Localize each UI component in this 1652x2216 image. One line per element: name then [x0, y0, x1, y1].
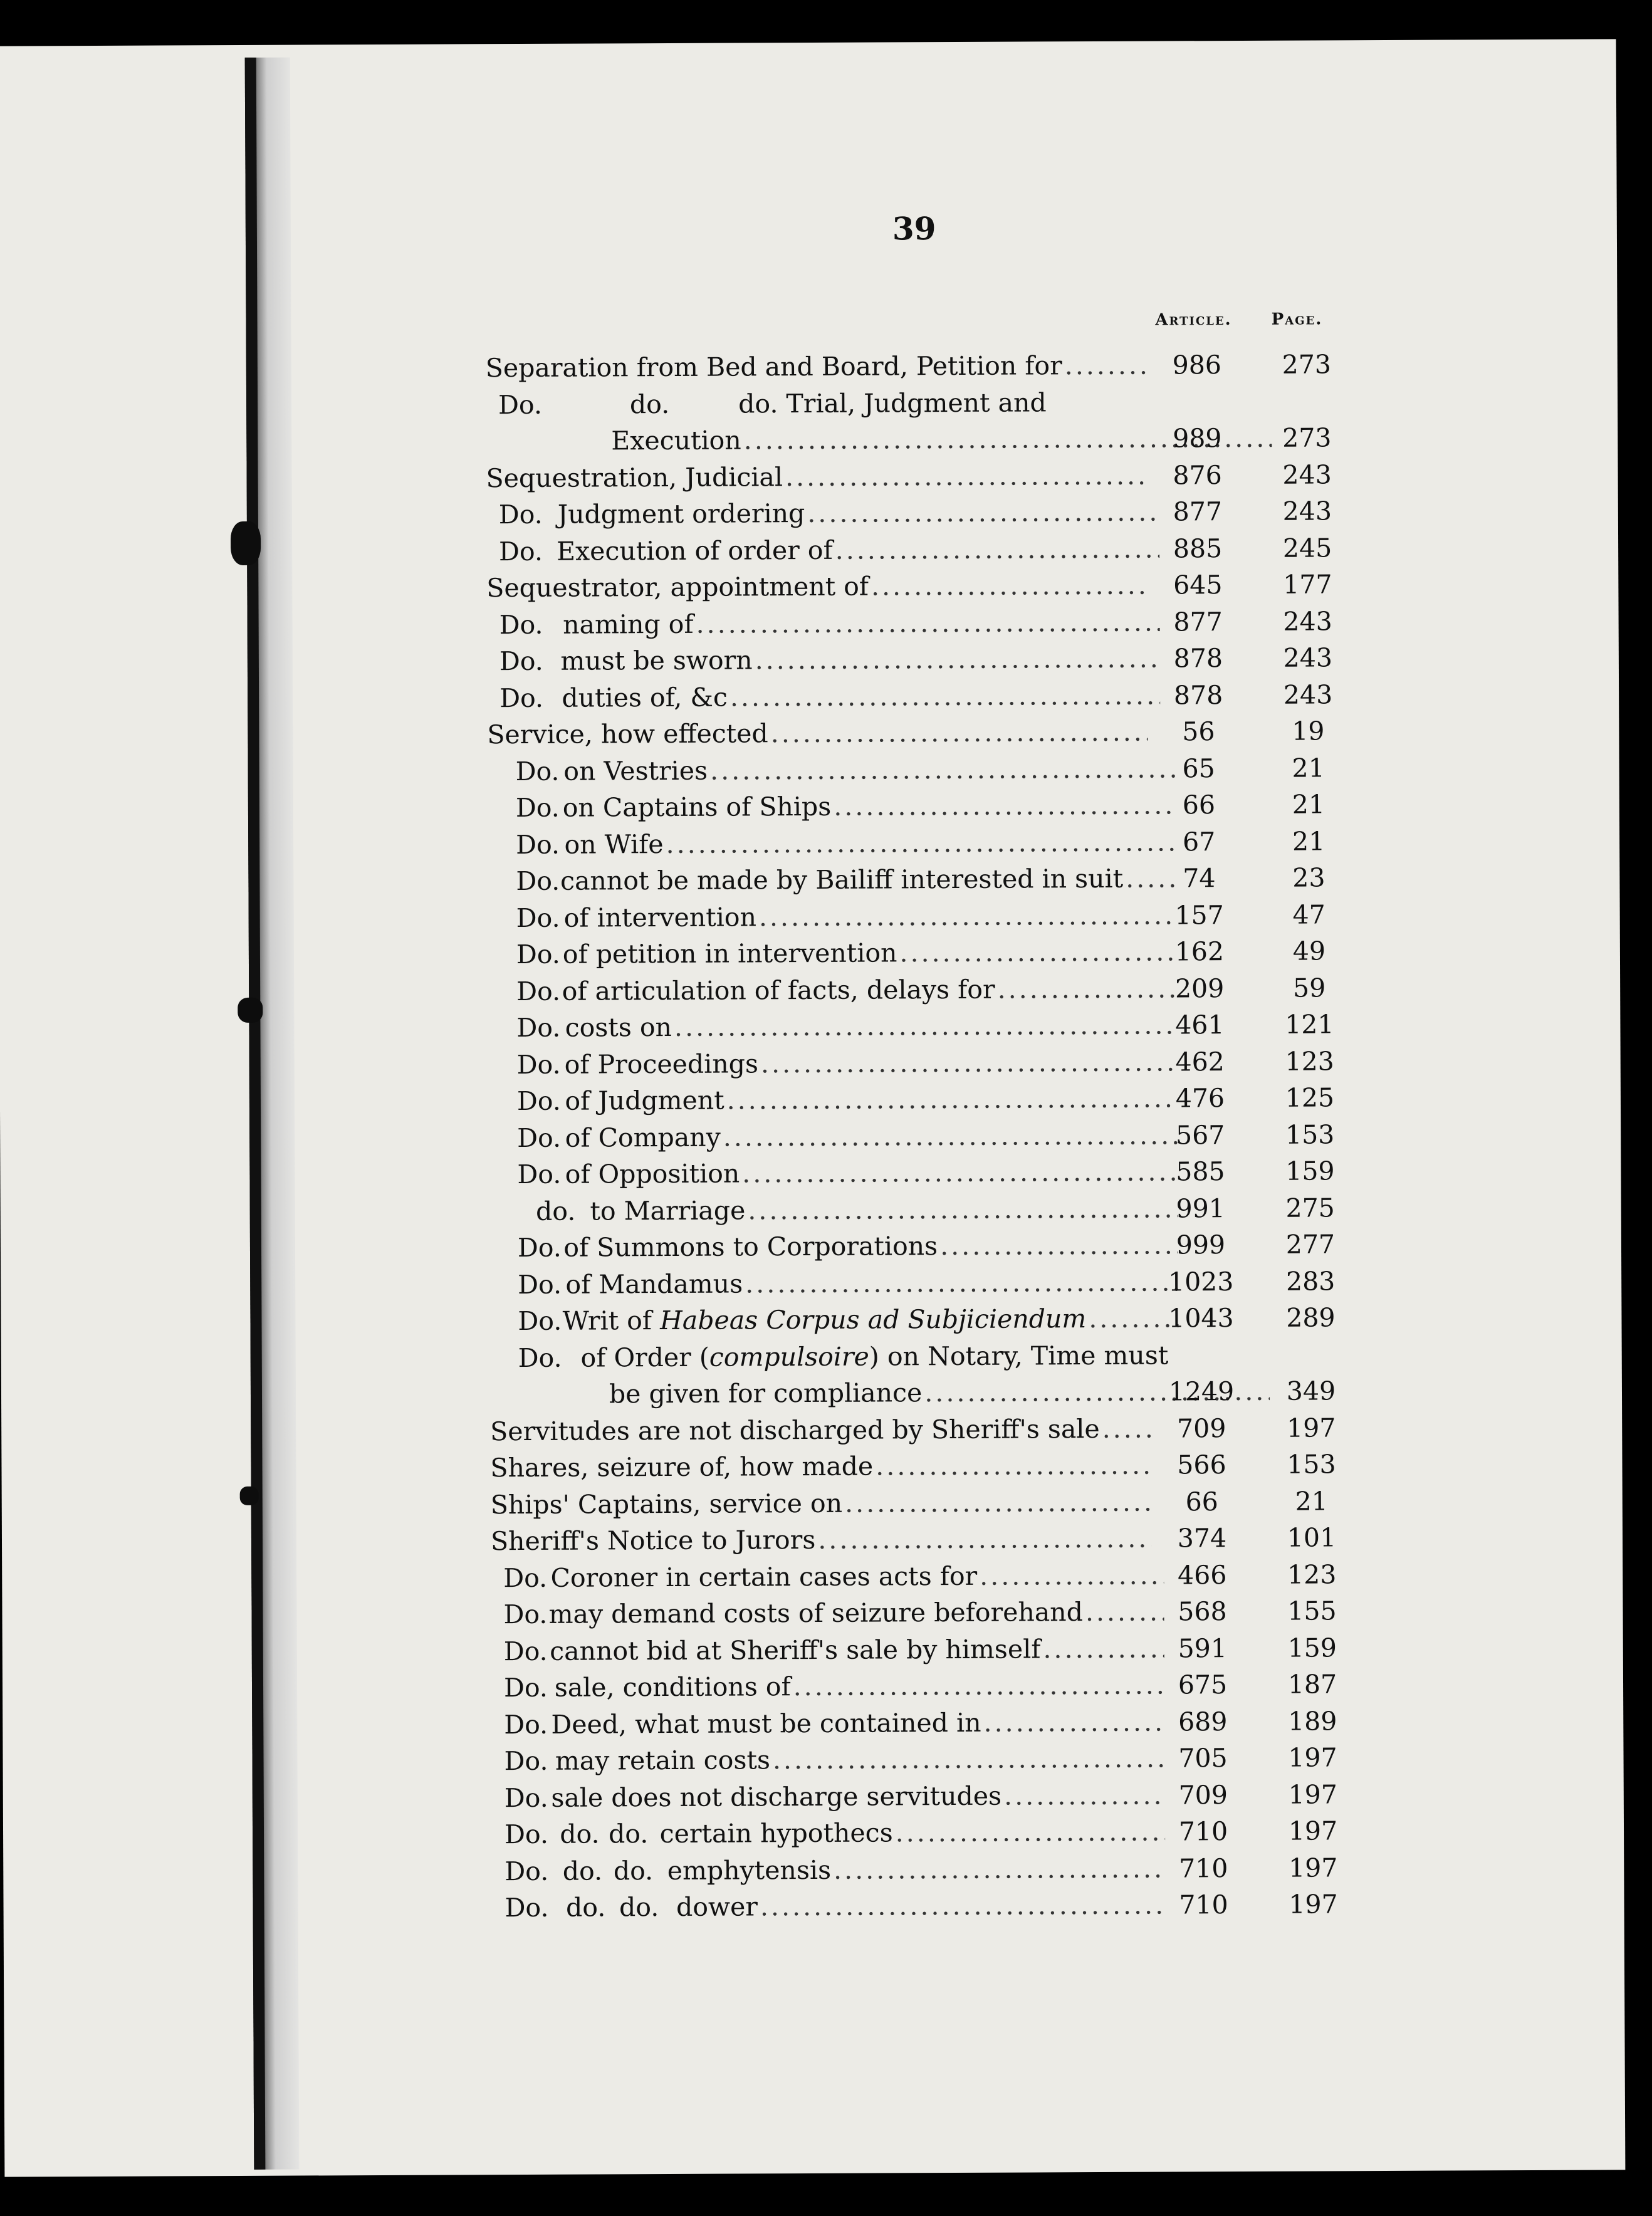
- dot-leader: [761, 1043, 1178, 1082]
- index-row: [488, 896, 1347, 936]
- page-reference: 177: [1283, 569, 1332, 600]
- page-sheet: [0, 39, 1625, 2177]
- index-entry: [491, 1557, 1168, 1596]
- entry-heading: Do.: [504, 1892, 549, 1923]
- index-row: [486, 346, 1344, 386]
- page-reference: 121: [1285, 1009, 1334, 1040]
- entry-subheading: do.: [608, 1819, 649, 1849]
- dot-leader: [793, 1667, 1165, 1705]
- entry-subheading: Execution of order of: [557, 535, 833, 567]
- article-number: 878: [1173, 643, 1223, 674]
- entry-subheading: of Opposition: [565, 1158, 740, 1189]
- entry-heading: Do.: [517, 1159, 562, 1190]
- article-number: 710: [1179, 1853, 1228, 1883]
- entry-heading: Do.: [515, 792, 560, 823]
- dot-leader: [835, 530, 1160, 568]
- index-entry: [489, 1263, 1182, 1303]
- article-number: 986: [1172, 350, 1222, 380]
- article-number: 476: [1175, 1083, 1225, 1114]
- article-number: 591: [1178, 1633, 1227, 1663]
- entry-subheading: must be sworn: [560, 645, 753, 676]
- index-entry: [486, 567, 1151, 607]
- index-entry: [489, 1226, 1182, 1266]
- dot-leader: [1065, 347, 1146, 384]
- dot-leader: [876, 1447, 1151, 1485]
- index-entry: [490, 1447, 1154, 1487]
- entry-heading: Do.: [518, 1305, 562, 1337]
- index-row: [491, 1483, 1349, 1523]
- article-number: 710: [1178, 1816, 1228, 1847]
- dot-leader: [896, 1814, 1166, 1851]
- entry-heading: Execution: [611, 425, 741, 456]
- article-number: 877: [1173, 496, 1223, 527]
- entry-subheading: do.: [566, 1892, 606, 1923]
- index-row: [492, 1776, 1351, 1816]
- entry-heading: Do.: [504, 1745, 548, 1777]
- article-number: 66: [1182, 790, 1216, 820]
- index-row: [491, 1629, 1350, 1670]
- article-number: 709: [1176, 1413, 1226, 1443]
- index-entry: [492, 1887, 1169, 1926]
- article-number: 157: [1174, 899, 1224, 930]
- index-row: [489, 1116, 1347, 1156]
- index-entry: [489, 1300, 1182, 1339]
- index-row: [489, 1079, 1347, 1119]
- index-row: [489, 1263, 1348, 1303]
- page-reference: 153: [1287, 1449, 1336, 1480]
- entry-subheading: emphytensis: [667, 1854, 832, 1886]
- index-entry: [492, 1777, 1169, 1816]
- entry-subheading: do.: [613, 1855, 654, 1886]
- index-entry: [489, 1190, 1182, 1230]
- entry-subheading: certain hypothecs: [659, 1817, 893, 1849]
- entry-subheading: of Company: [565, 1122, 721, 1153]
- entry-subheading: dower: [676, 1891, 758, 1922]
- index-entry: [491, 1703, 1168, 1743]
- page-reference: 123: [1287, 1559, 1337, 1590]
- dot-leader: [755, 640, 1160, 679]
- page-reference: 243: [1282, 459, 1332, 490]
- dot-leader: [759, 897, 1177, 935]
- page-reference: 153: [1285, 1119, 1335, 1150]
- article-number: 568: [1178, 1596, 1227, 1627]
- entry-heading: Do.: [515, 756, 560, 787]
- index-row: [492, 1849, 1351, 1889]
- entry-heading: Do.: [516, 902, 560, 933]
- index-row: [486, 456, 1344, 496]
- index-row: [488, 786, 1346, 826]
- article-number: 1023: [1168, 1266, 1234, 1297]
- page-reference: 21: [1295, 1485, 1328, 1517]
- entry-heading: Separation from Bed and Board, Petition for: [485, 350, 1062, 384]
- page-reference: 23: [1292, 862, 1325, 893]
- index-entry: [489, 1117, 1181, 1156]
- index-row: [486, 419, 1344, 459]
- dot-leader: [1102, 1410, 1151, 1447]
- index-entry: [491, 1594, 1168, 1633]
- index-entry: [491, 1483, 1155, 1523]
- article-number: 710: [1179, 1889, 1228, 1920]
- index-entry: [490, 1373, 1273, 1413]
- entry-heading: Service, how effected: [487, 718, 768, 750]
- article-number: 999: [1176, 1230, 1226, 1260]
- index-entry: [488, 1006, 1181, 1046]
- index-entry: [488, 860, 1180, 899]
- dot-leader: [745, 1263, 1178, 1302]
- index-entry: [489, 1080, 1181, 1119]
- entry-heading: Do.: [503, 1562, 548, 1593]
- entry-heading: Do.: [517, 1122, 562, 1153]
- page-reference: 245: [1282, 532, 1332, 563]
- index-row: [488, 859, 1346, 899]
- index-table: [486, 346, 1351, 1926]
- page-reference: 19: [1292, 716, 1325, 746]
- entry-subheading: do.: [619, 1892, 659, 1923]
- entry-subheading: do.: [562, 1855, 603, 1886]
- page-reference: 125: [1285, 1082, 1335, 1113]
- index-entry: [487, 677, 1164, 716]
- article-number: 209: [1174, 973, 1225, 1003]
- entry-subheading: may retain costs: [555, 1745, 771, 1776]
- entry-subheading: of intervention: [563, 901, 757, 933]
- dot-leader: [773, 1740, 1165, 1779]
- entry-heading: Do.: [516, 1012, 561, 1043]
- index-row: [490, 1446, 1349, 1486]
- page-reference: 243: [1283, 605, 1332, 637]
- article-number: 466: [1178, 1559, 1227, 1590]
- page-reference: 283: [1285, 1265, 1336, 1297]
- page-reference: 197: [1288, 1742, 1337, 1773]
- index-entry: [486, 384, 1163, 423]
- index-entry: [490, 1337, 1183, 1376]
- index-entry: [486, 347, 1150, 387]
- entry-heading: Do.: [498, 499, 543, 530]
- article-number: 645: [1173, 570, 1223, 600]
- article-number: 566: [1177, 1450, 1226, 1480]
- article-number: 885: [1173, 533, 1223, 563]
- dot-leader: [748, 1190, 1178, 1228]
- index-entry: [486, 494, 1163, 533]
- article-number: 74: [1183, 863, 1216, 894]
- index-row: [491, 1703, 1350, 1743]
- article-number: 1043: [1168, 1303, 1234, 1334]
- page-reference: 197: [1289, 1852, 1338, 1883]
- article-number: 878: [1173, 679, 1223, 710]
- page-reference: 243: [1282, 496, 1332, 526]
- dot-leader: [730, 677, 1160, 715]
- index-entry: [487, 604, 1164, 643]
- article-number: 162: [1174, 936, 1225, 967]
- entry-heading: Do.: [516, 976, 561, 1006]
- index-row: [489, 1189, 1348, 1230]
- article-number: 876: [1173, 459, 1222, 490]
- index-entry: [486, 457, 1150, 496]
- index-row: [490, 1372, 1349, 1413]
- entry-subheading: Deed, what must be contained in: [551, 1707, 981, 1740]
- entry-subheading: naming of: [563, 609, 694, 640]
- article-number: 989: [1173, 423, 1222, 454]
- entry-heading: Do.: [504, 1709, 548, 1740]
- entry-heading: Do.: [504, 1856, 549, 1886]
- article-number: 461: [1175, 1010, 1225, 1040]
- index-entry: [491, 1630, 1168, 1670]
- entry-heading: be given for compliance: [609, 1377, 923, 1409]
- index-row: [486, 493, 1345, 533]
- entry-heading: Do.: [517, 1232, 562, 1263]
- entry-subheading: sale, conditions of: [554, 1671, 791, 1703]
- entry-subheading: costs on: [565, 1011, 672, 1043]
- entry-subheading: of Judgment: [565, 1085, 724, 1116]
- index-row: [487, 639, 1346, 679]
- entry-subheading: cannot be made by Bailiff interested in suit: [560, 863, 1124, 896]
- entry-subheading: duties of, &c: [562, 682, 728, 713]
- dot-leader: [1004, 1777, 1165, 1814]
- entry-subheading: cannot bid at Sheriff's sale by himself: [550, 1633, 1041, 1666]
- index-row: [491, 1739, 1350, 1779]
- index-row: [491, 1519, 1349, 1559]
- dot-leader: [723, 1117, 1178, 1156]
- index-row: [488, 750, 1346, 790]
- entry-heading: Do.: [516, 1085, 561, 1117]
- page-reference: 197: [1289, 1889, 1338, 1920]
- index-entry: [488, 933, 1181, 973]
- index-row: [490, 1409, 1349, 1450]
- dot-leader: [983, 1703, 1164, 1741]
- index-row: [491, 1556, 1349, 1596]
- page-number: 39: [892, 210, 936, 248]
- index-entry: [491, 1520, 1155, 1560]
- dot-leader: [998, 970, 1178, 1008]
- index-entry: [486, 530, 1163, 570]
- entry-subheading: do. Trial, Judgment and: [738, 387, 1047, 419]
- entry-subheading: may demand costs of seizure beforehand: [548, 1597, 1084, 1629]
- index-entry: [488, 750, 1180, 790]
- dot-leader: [1043, 1630, 1164, 1667]
- article-number: 709: [1178, 1779, 1228, 1810]
- index-entry: [489, 1043, 1181, 1083]
- entry-subheading: on Captains of Ships: [562, 791, 832, 823]
- index-entry: [488, 823, 1180, 863]
- dot-leader: [834, 787, 1176, 825]
- index-entry: [491, 1740, 1168, 1780]
- entry-heading: Do.: [516, 865, 560, 897]
- entry-heading: Do.: [516, 939, 560, 970]
- page-reference: 21: [1292, 752, 1325, 783]
- dot-leader: [1085, 1594, 1164, 1631]
- entry-heading: Do.: [499, 536, 543, 567]
- dot-leader: [771, 714, 1148, 752]
- index-entry: [489, 1153, 1181, 1193]
- column-gap: [542, 413, 630, 414]
- entry-subheading: on Wife: [564, 828, 664, 860]
- entry-subheading: on Vestries: [563, 755, 708, 787]
- page-reference: 49: [1292, 936, 1326, 966]
- index-entry: [487, 640, 1164, 680]
- dot-leader: [710, 750, 1176, 789]
- article-number: 991: [1176, 1193, 1225, 1223]
- dot-leader: [980, 1557, 1164, 1594]
- index-row: [489, 1152, 1347, 1193]
- page-reference: 197: [1286, 1412, 1336, 1443]
- dot-leader: [742, 1153, 1178, 1192]
- entry-heading: Do.: [499, 609, 543, 640]
- entry-heading: Do.: [516, 1049, 561, 1080]
- page-reference: 277: [1285, 1229, 1336, 1260]
- index-row: [491, 1666, 1350, 1706]
- article-number: 462: [1175, 1046, 1225, 1077]
- article-number: 567: [1175, 1119, 1225, 1150]
- entry-subheading: Writ of Habeas Corpus ad Subjiciendum: [562, 1304, 1087, 1336]
- entry-heading: Do.: [504, 1782, 548, 1813]
- index-row: [487, 603, 1346, 643]
- entry-subheading: of Summons to Corporations: [563, 1231, 938, 1263]
- entry-heading: Sheriff's Notice to Jurors: [490, 1524, 816, 1557]
- page-reference: 275: [1285, 1192, 1335, 1223]
- dot-leader: [807, 494, 1159, 532]
- dot-leader: [834, 1850, 1165, 1888]
- index-row: [489, 1043, 1347, 1083]
- page-reference: 159: [1287, 1632, 1337, 1663]
- dot-leader: [785, 457, 1147, 495]
- page-reference: 101: [1287, 1522, 1337, 1553]
- page-reference: 47: [1292, 899, 1325, 930]
- entry-heading: Do.: [503, 1636, 548, 1666]
- dot-leader: [899, 933, 1177, 971]
- index-entry: [487, 714, 1151, 753]
- binding-blot: [238, 998, 263, 1023]
- index-row: [489, 1226, 1348, 1266]
- article-number: 56: [1182, 716, 1215, 747]
- index-row: [491, 1592, 1349, 1633]
- index-row: [486, 383, 1344, 423]
- entry-subheading: sale does not discharge servitudes: [551, 1780, 1002, 1813]
- page-reference: 243: [1283, 642, 1333, 673]
- entry-subheading: of Order (compulsoire) on Notary, Time must: [580, 1340, 1169, 1373]
- binding-blot: [231, 521, 261, 565]
- article-number: 67: [1182, 826, 1216, 857]
- page-reference: 155: [1287, 1596, 1337, 1626]
- dot-leader: [871, 567, 1148, 605]
- entry-subheading: do.: [560, 1819, 600, 1849]
- entry-subheading: do.: [629, 389, 670, 419]
- entry-heading: Do.: [503, 1599, 548, 1630]
- page-reference: 273: [1282, 349, 1332, 380]
- page-reference: 197: [1288, 1816, 1338, 1846]
- page-reference: 59: [1292, 972, 1326, 1003]
- dot-leader: [940, 1226, 1178, 1264]
- dot-leader: [696, 604, 1159, 642]
- index-row: [486, 530, 1345, 570]
- entry-heading: Servitudes are not discharged by Sheriff's sale: [490, 1413, 1100, 1446]
- article-number: 877: [1173, 606, 1223, 637]
- index-row: [487, 713, 1346, 753]
- page-reference: 123: [1285, 1045, 1334, 1077]
- dot-leader: [845, 1483, 1151, 1522]
- entry-heading: Do.: [498, 389, 543, 420]
- index-entry: [492, 1814, 1169, 1853]
- entry-heading: Do.: [503, 1672, 548, 1703]
- article-number: 689: [1178, 1706, 1228, 1737]
- index-row: [488, 823, 1346, 863]
- index-row: [489, 1299, 1348, 1339]
- page-reference: 159: [1285, 1156, 1335, 1186]
- entry-heading: Shares, seizure of, how made: [490, 1451, 874, 1483]
- page-reference: 187: [1287, 1669, 1337, 1700]
- page-reference: 189: [1288, 1705, 1337, 1737]
- index-row: [492, 1886, 1351, 1926]
- entry-heading: Do.: [499, 682, 544, 713]
- dot-leader: [674, 1006, 1178, 1045]
- index-row: [488, 970, 1347, 1010]
- page-reference: 197: [1288, 1779, 1338, 1810]
- index-row: [487, 676, 1346, 716]
- entry-heading: Do.: [504, 1819, 549, 1850]
- entry-subheading: Judgment ordering: [557, 498, 805, 530]
- entry-subheading: Coroner in certain cases acts for: [550, 1560, 978, 1593]
- entry-heading: Ships' Captains, service on: [490, 1488, 843, 1520]
- article-number: 1249: [1168, 1376, 1235, 1407]
- index-entry: [491, 1667, 1168, 1706]
- entry-subheading: do.: [535, 1196, 576, 1226]
- entry-subheading: of articulation of facts, delays for: [562, 974, 995, 1006]
- index-row: [492, 1812, 1351, 1853]
- index-entry: [488, 787, 1180, 826]
- article-number: 675: [1178, 1670, 1228, 1700]
- index-entry: [490, 1410, 1154, 1450]
- page-reference: 21: [1292, 825, 1325, 857]
- dot-leader: [760, 1887, 1166, 1925]
- article-number: 585: [1176, 1156, 1225, 1187]
- entry-subheading: of Mandamus: [565, 1268, 743, 1300]
- index-row: [490, 1336, 1349, 1376]
- binding-blot: [240, 1487, 259, 1505]
- index-entry: [488, 970, 1181, 1010]
- index-entry: [492, 1850, 1169, 1889]
- dot-leader: [666, 823, 1176, 862]
- entry-heading: Do.: [518, 1269, 562, 1300]
- index-row: [488, 1006, 1347, 1046]
- column-header-article: Article.: [1155, 310, 1232, 330]
- page-reference: 289: [1286, 1302, 1336, 1333]
- entry-heading: Do.: [516, 829, 560, 860]
- entry-subheading: of petition in intervention: [562, 938, 897, 970]
- column-header-page: Page.: [1271, 310, 1323, 329]
- page-reference: 273: [1282, 422, 1332, 453]
- article-number: 374: [1177, 1523, 1227, 1554]
- page-reference: 243: [1283, 679, 1333, 710]
- index-row: [486, 566, 1345, 606]
- entry-heading: Sequestrator, appointment of: [486, 571, 869, 604]
- entry-subheading: to Marriage: [590, 1194, 746, 1226]
- article-number: 705: [1178, 1743, 1228, 1774]
- entry-heading: Sequestration, Judicial: [486, 461, 783, 493]
- page-reference: 21: [1292, 789, 1325, 820]
- index-entry: [488, 897, 1181, 936]
- article-number: 65: [1182, 753, 1215, 783]
- entry-subheading: of Proceedings: [564, 1048, 759, 1080]
- entry-heading: Do.: [518, 1342, 562, 1373]
- page-reference: 349: [1286, 1376, 1336, 1406]
- article-number: 66: [1185, 1486, 1218, 1517]
- entry-heading: Do.: [499, 645, 543, 677]
- dot-leader: [818, 1520, 1151, 1559]
- dot-leader: [727, 1080, 1178, 1119]
- index-row: [488, 933, 1347, 973]
